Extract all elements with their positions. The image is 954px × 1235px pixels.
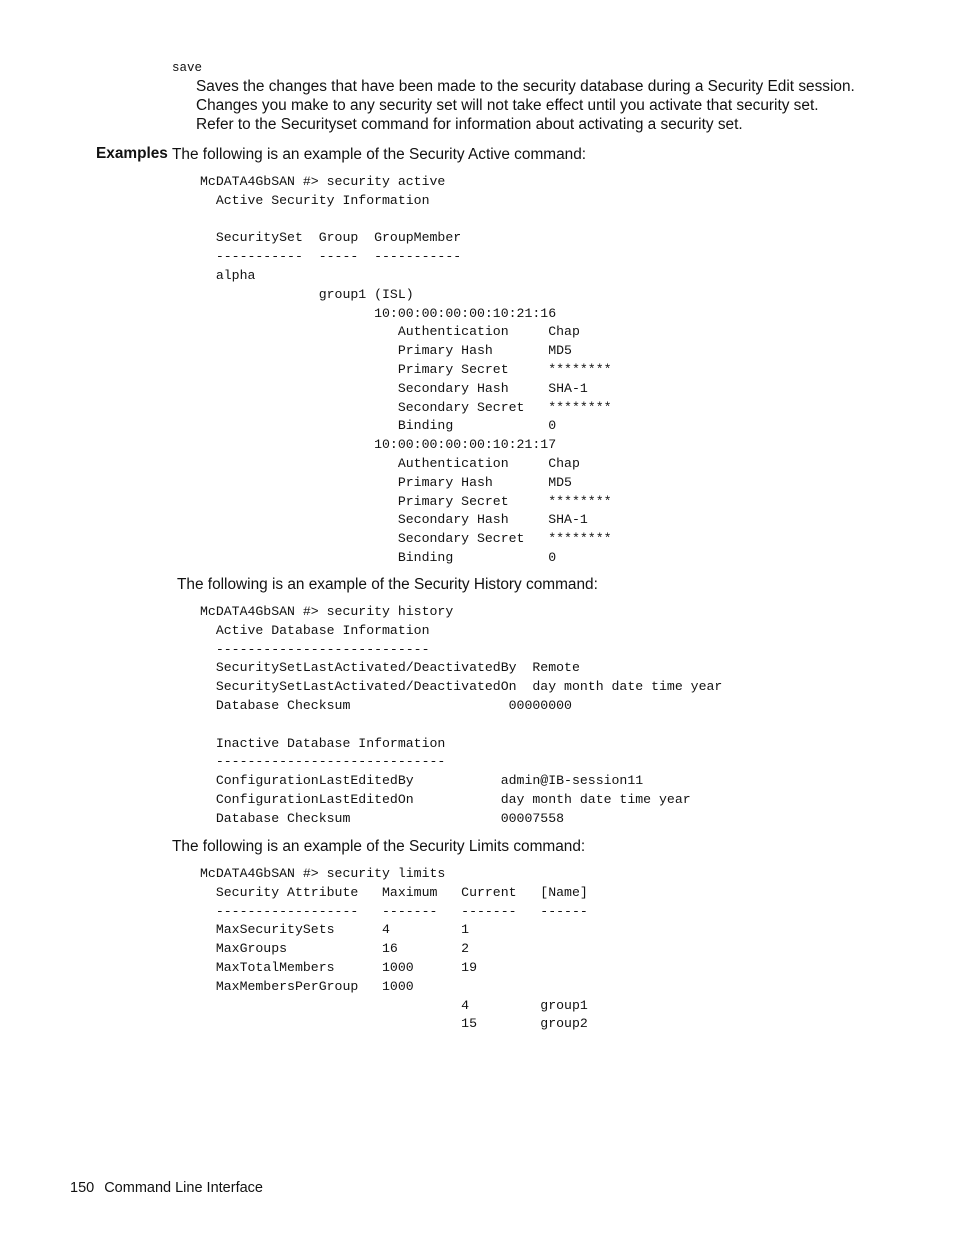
save-description: Saves the changes that have been made to the security database during a Security Edit session. Changes you make to any security set will not take effect until you activate that security set. Refer to the Securityset command for information about activating a security set. — [196, 78, 855, 133]
security-limits-intro: The following is an example of the Security Limits command: — [172, 838, 586, 855]
page-footer — [70, 1180, 263, 1196]
save-term: save — [172, 61, 203, 75]
footer-section-title: Command Line Interface — [104, 1180, 263, 1196]
security-active-code: McDATA4GbSAN #> security active Active Security Information SecuritySet Group GroupMember ----------- ----- ----------- alpha group1 (ISL) 10:00:00:00:00:10:21:16 Authentication Chap Primary Hash MD5 Primary Secret ******** Secondary Hash SHA-1 Secondary Secret ******** Binding 0 10:00:00:00:00:10:21:17 Authentication Chap Primary Hash MD5 Primary Secret ******** Secondary Hash SHA-1 Secondary Secret ******** Binding 0 — [200, 174, 612, 565]
page-number: 150 — [70, 1180, 95, 1196]
security-active-intro: The following is an example of the Security Active command: — [172, 146, 587, 163]
security-history-intro: The following is an example of the Security History command: — [177, 576, 598, 593]
examples-heading: Examples — [96, 145, 168, 162]
security-limits-code: McDATA4GbSAN #> security limits Security Attribute Maximum Current [Name] ------------------ ------- ------- ------ MaxSecuritySets 4 1 MaxGroups 16 2 MaxTotalMembers 1000 19 MaxMembersPerGroup 1000 4 group1 15 group2 — [200, 866, 588, 1032]
security-history-code: McDATA4GbSAN #> security history Active Database Information --------------------------- SecuritySetLastActivated/DeactivatedBy Remote SecuritySetLastActivated/DeactivatedOn day month date time year Database Checksum 00000000 Inactive Database Information ----------------------------- ConfigurationLastEditedBy admin@IB-session11 ConfigurationLastEditedOn day month date time year Database Checksum 00007558 — [200, 604, 723, 826]
